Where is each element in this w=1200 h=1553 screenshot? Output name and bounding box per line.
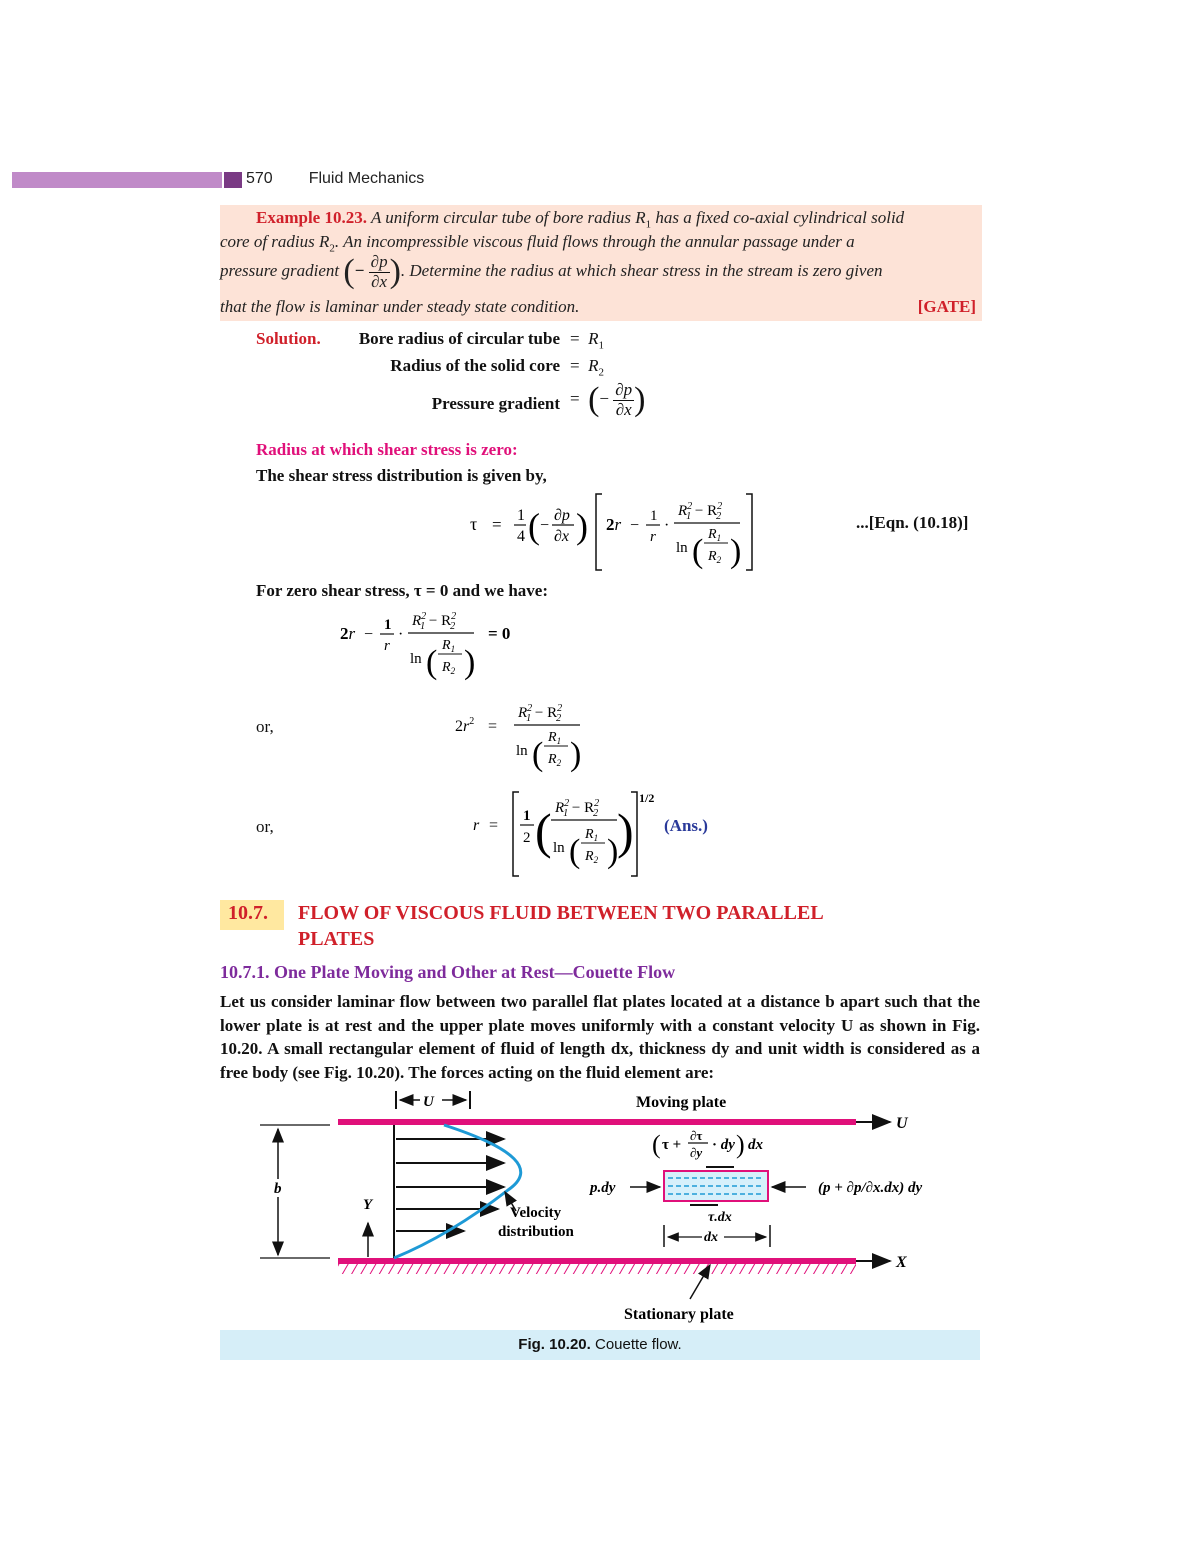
stationary-plate <box>338 1258 856 1264</box>
svg-text:R1: $R_1$ <box>442 638 456 654</box>
b-label: b <box>274 1181 282 1197</box>
example-text: pressure gradient <box>220 261 340 281</box>
dx-dimension <box>664 1225 770 1247</box>
example-label: Example 10.23. <box>256 208 367 227</box>
example-line-2: core of radius $R_2$. An incompressible viscous fluid flows through the annular passage under a <box>220 232 855 255</box>
velocity-label-1: Velocity <box>510 1205 562 1221</box>
svg-text:ln: ln <box>676 540 688 556</box>
tau-dx-label: τ.dx <box>708 1210 732 1225</box>
svg-text:R21 − R22: $R^2$ $1 - R^2$ 2 <box>412 611 457 632</box>
stationary-plate-label: Stationary plate <box>624 1306 734 1323</box>
answer-tag: (Ans.) <box>664 816 708 835</box>
zero-shear-equation <box>340 605 540 690</box>
svg-text:−: − <box>364 626 374 643</box>
svg-text:R21 − R22: $R^2$ $1 - R^2$ 2 <box>678 501 723 522</box>
svg-text:· dy: · dy <box>712 1137 735 1153</box>
book-title: Fluid Mechanics <box>308 170 425 187</box>
example-text: . An incompressible viscous fluid flows through the annular passage under a <box>334 232 855 251</box>
svg-text:2: 2 <box>523 830 531 846</box>
caption-text: Couette flow. <box>595 1336 682 1353</box>
stationary-plate-hatch <box>338 1264 856 1274</box>
svg-text:): ) <box>576 506 588 546</box>
svg-text:r: r <box>384 638 390 654</box>
moving-plate <box>338 1119 856 1125</box>
svg-text:r: r <box>473 817 480 834</box>
page-number: 570 <box>246 170 273 187</box>
example-box <box>220 205 982 321</box>
example-text: that the flow is laminar under steady state condition. <box>220 297 580 316</box>
y-axis-label: Y <box>363 1197 373 1213</box>
svg-text:= 0: = 0 <box>488 624 511 643</box>
caption-label: Fig. 10.20. <box>518 1336 591 1353</box>
svg-text:1: 1 <box>523 808 531 824</box>
example-line-4 <box>220 297 982 317</box>
svg-text:∂y: ∂y <box>690 1145 703 1160</box>
final-radius-equation <box>465 788 665 880</box>
svg-text:R1: $R_1$ <box>585 827 599 843</box>
example-line-3: pressure gradient (− $\frac{\partial p}{\partial x}$ ). Determine the radius at which shear stress in the stream is zero given <box>220 252 883 291</box>
gate-tag: [GATE] <box>917 297 976 316</box>
velocity-arrows <box>396 1139 504 1231</box>
svg-text:R21 − R22: $R^2$ $1 - R^2$ 2 <box>518 703 563 724</box>
svg-text:=: = <box>489 817 499 834</box>
header-square <box>224 172 242 188</box>
shear-stress-equation <box>470 490 770 575</box>
svg-text:2r: 2r <box>340 624 356 643</box>
svg-text:τ: τ <box>470 514 478 534</box>
b-dimension <box>260 1125 330 1258</box>
top-u-label: U <box>423 1094 434 1110</box>
two-r-squared-svg <box>450 695 600 780</box>
section-title-line-2: PLATES <box>298 928 375 950</box>
svg-text:(: ( <box>535 803 552 859</box>
svg-text:R1: $R_1$ <box>708 527 722 543</box>
solution-row-3-label: Pressure gradient <box>431 394 560 413</box>
svg-text:R2: $R_2$ <box>708 549 722 565</box>
svg-text:ln: ln <box>553 840 565 856</box>
svg-text:): ) <box>736 1130 745 1159</box>
solution-row-1-label: Bore radius of circular tube <box>358 329 560 348</box>
svg-text:1: 1 <box>650 508 658 524</box>
pressure-gradient-frac: $\frac{\partial p}{\partial x}$ <box>370 252 388 291</box>
svg-text:1/2: 1/2 <box>639 791 655 805</box>
svg-text:): ) <box>617 803 634 859</box>
example-text: . Determine the radius at which shear stress in the stream is zero given <box>400 261 883 281</box>
two-r-squared-equation <box>450 695 600 780</box>
svg-text:(: ( <box>426 644 438 681</box>
svg-text:): ) <box>607 833 619 870</box>
example-line-1: Example 10.23. A uniform circular tube of bore radius $R_1$ has a fixed co-axial cylindrical solid <box>256 208 905 231</box>
top-u-dimension <box>396 1091 470 1110</box>
example-text: has a fixed co-axial cylindrical solid <box>651 208 905 227</box>
top-force-expression <box>652 1128 764 1160</box>
solution-row-2-value: = $R_2$ <box>570 356 604 379</box>
svg-text:(: ( <box>692 533 704 570</box>
velocity-label-2: distribution <box>498 1224 574 1240</box>
solution-row-1-value: = $R_1$ <box>570 329 604 352</box>
svg-text:R2: $R_2$ <box>442 660 456 676</box>
svg-text:∂x: ∂x <box>554 528 570 545</box>
svg-text:∂τ: ∂τ <box>690 1128 703 1143</box>
left-force-label: p.dy <box>590 1180 616 1196</box>
subsection-title: 10.7.1. One Plate Moving and Other at Rest—Couette Flow <box>220 962 676 982</box>
example-text: A uniform circular tube of bore radius R <box>370 208 646 227</box>
svg-text:−: − <box>540 517 550 534</box>
radius-heading: Radius at which shear stress is zero: <box>256 440 518 459</box>
svg-text:): ) <box>730 533 742 570</box>
svg-text:2r2: $2r^2$ <box>455 716 475 735</box>
svg-text:τ +: τ + <box>662 1137 682 1153</box>
dx-label: dx <box>704 1230 718 1245</box>
svg-text:): ) <box>570 736 582 773</box>
svg-text:·: · <box>398 626 404 643</box>
section-title-line-1: FLOW OF VISCOUS FLUID BETWEEN TWO PARALLEL <box>298 902 824 924</box>
example-text: core of radius R <box>220 232 330 251</box>
svg-text:=: = <box>492 515 502 534</box>
svg-text:−: − <box>630 517 640 534</box>
section-number: 10.7. <box>228 902 268 924</box>
shear-equation-svg <box>470 490 770 575</box>
moving-plate-label: Moving plate <box>636 1094 727 1111</box>
svg-text:ln: ln <box>516 743 528 759</box>
svg-text:R21 − R22: $R^2$ $1 - R^2$ 2 <box>555 798 600 819</box>
section-title <box>298 900 824 952</box>
solution-row-3-value: = (− $\frac{\partial p}{\partial x}$ ) <box>570 380 646 419</box>
body-paragraph: Let us consider laminar flow between two parallel flat plates located at a distance b apart such that the lower plate is at rest and the upper plate moves uniformly with a constant velocity U as shown in Fig. 10.20. A small rectangular element of fluid of length dx, thickness dy and unit width is considered as a free body (see Fig. 10.20). The forces acting on the fluid element are: <box>220 992 980 1082</box>
or-label-1: or, <box>256 717 274 736</box>
x-axis-label: X <box>896 1254 907 1271</box>
top-force-dx: dx <box>748 1137 763 1153</box>
svg-text:(: ( <box>528 506 540 546</box>
or-label-2: or, <box>256 817 274 836</box>
svg-text:4: 4 <box>517 528 525 545</box>
svg-text:ln: ln <box>410 651 422 667</box>
svg-text:R2: $R_2$ <box>585 849 599 865</box>
svg-text:=: = <box>488 718 498 735</box>
svg-text:r: r <box>650 529 656 545</box>
zero-shear-intro: For zero shear stress, τ = 0 and we have: <box>256 581 549 600</box>
right-u-label: U <box>896 1115 908 1132</box>
final-radius-svg <box>465 788 665 880</box>
couette-flow-figure <box>220 1085 980 1330</box>
svg-text:(: ( <box>532 736 544 773</box>
svg-text:·: · <box>664 517 670 534</box>
figure-caption <box>220 1336 980 1353</box>
shear-intro: The shear stress distribution is given by, <box>256 466 547 485</box>
svg-text:): ) <box>464 644 476 681</box>
equation-reference: ...[Eqn. (10.18)] <box>856 513 969 532</box>
svg-text:1: 1 <box>384 617 392 633</box>
svg-text:1: 1 <box>517 507 525 524</box>
solution-label: Solution. <box>256 329 321 348</box>
svg-text:(: ( <box>652 1130 661 1159</box>
zero-equation-svg <box>340 605 540 690</box>
header-bar <box>12 172 222 188</box>
svg-text:R1: $R_1$ <box>548 730 562 746</box>
right-force-label: (p + ∂p/∂x.dx) dy <box>818 1180 923 1196</box>
svg-text:∂p: ∂p <box>554 507 570 524</box>
page-header <box>246 170 424 188</box>
section-number-box <box>220 900 284 930</box>
svg-text:2r: 2r <box>606 515 622 534</box>
svg-text:(: ( <box>569 833 581 870</box>
solution-row-2-label: Radius of the solid core <box>390 356 560 375</box>
figure-caption-box <box>220 1330 980 1360</box>
svg-text:R2: $R_2$ <box>548 752 562 768</box>
